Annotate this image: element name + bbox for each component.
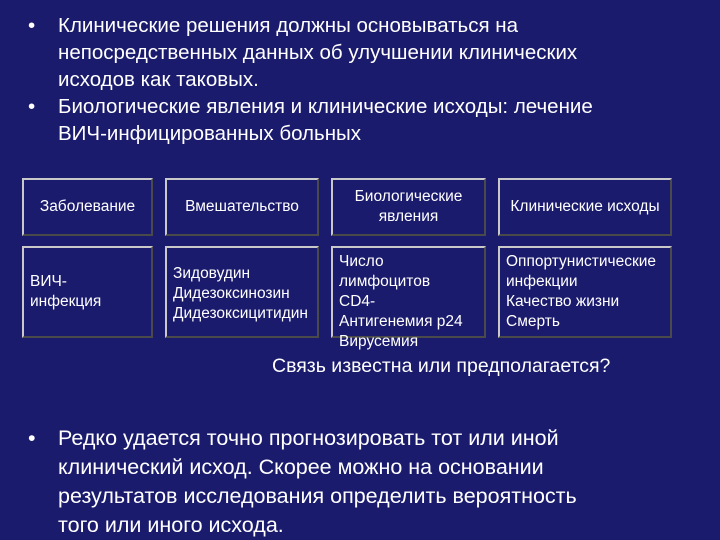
top-bullet-list: [0, 12, 720, 147]
table-cell-clinical-outcomes: [498, 246, 672, 338]
bullet-text-line: результатов исследования определить вероятность: [58, 484, 577, 508]
bullet-item: [0, 424, 720, 540]
header-text: Биологические: [354, 188, 463, 205]
cell-line: ВИЧ-: [30, 273, 67, 290]
table-header-biological: [331, 178, 486, 236]
table-cell-intervention: [165, 246, 319, 338]
bullet-text-line: Биологические явления и клинические исходы: лечение: [58, 95, 593, 118]
table-cell-biological: [331, 246, 486, 350]
header-text: Вмешательство: [185, 198, 299, 215]
cell-line: Вирусемия: [339, 333, 419, 350]
bullet-text-line: ВИЧ-инфицированных больных: [58, 122, 362, 145]
bullet-marker: •: [28, 426, 36, 450]
cell-line: CD4-: [339, 293, 376, 310]
outcomes-table: [22, 178, 701, 350]
table-cell-disease: [22, 246, 153, 338]
bottom-bullet-list: [0, 424, 720, 540]
bullet-item: [0, 12, 720, 93]
cell-line: инфекции: [506, 273, 578, 290]
table-header-clinical-outcomes: [498, 178, 672, 236]
cell-line: инфекция: [30, 293, 102, 310]
bullet-item: [0, 93, 720, 147]
table-header-intervention: [165, 178, 319, 236]
bullet-text-line: непосредственных данных об улучшении клинических: [58, 41, 578, 64]
table-header-disease: [22, 178, 153, 236]
bullet-text-line: клинический исход. Скорее можно на основании: [58, 455, 544, 479]
cell-line: Смерть: [506, 313, 560, 330]
header-text: явления: [378, 208, 439, 225]
cell-line: Антигенемия p24: [339, 313, 463, 330]
bullet-text-line: Редко удается точно прогнозировать тот или иной: [58, 426, 559, 450]
bullet-marker: •: [28, 14, 36, 37]
bullet-text-line: исходов как таковых.: [58, 68, 259, 91]
cell-line: Число лимфоцитов: [339, 253, 431, 290]
cell-line: Качество жизни: [506, 293, 620, 310]
bullet-marker: •: [28, 95, 36, 118]
cell-line: Оппортунистические: [506, 253, 656, 270]
cell-line: Зидовудин: [173, 265, 251, 282]
bullet-text-line: того или иного исхода.: [58, 513, 284, 537]
bullet-text-line: Клинические решения должны основываться на: [58, 14, 518, 37]
header-text: Клинические исходы: [510, 198, 660, 215]
cell-line: Дидезоксицитидин: [173, 305, 308, 322]
cell-line: Дидезоксинозин: [173, 285, 290, 302]
header-text: Заболевание: [39, 198, 136, 215]
question-text: Связь известна или предполагается?: [272, 355, 611, 377]
